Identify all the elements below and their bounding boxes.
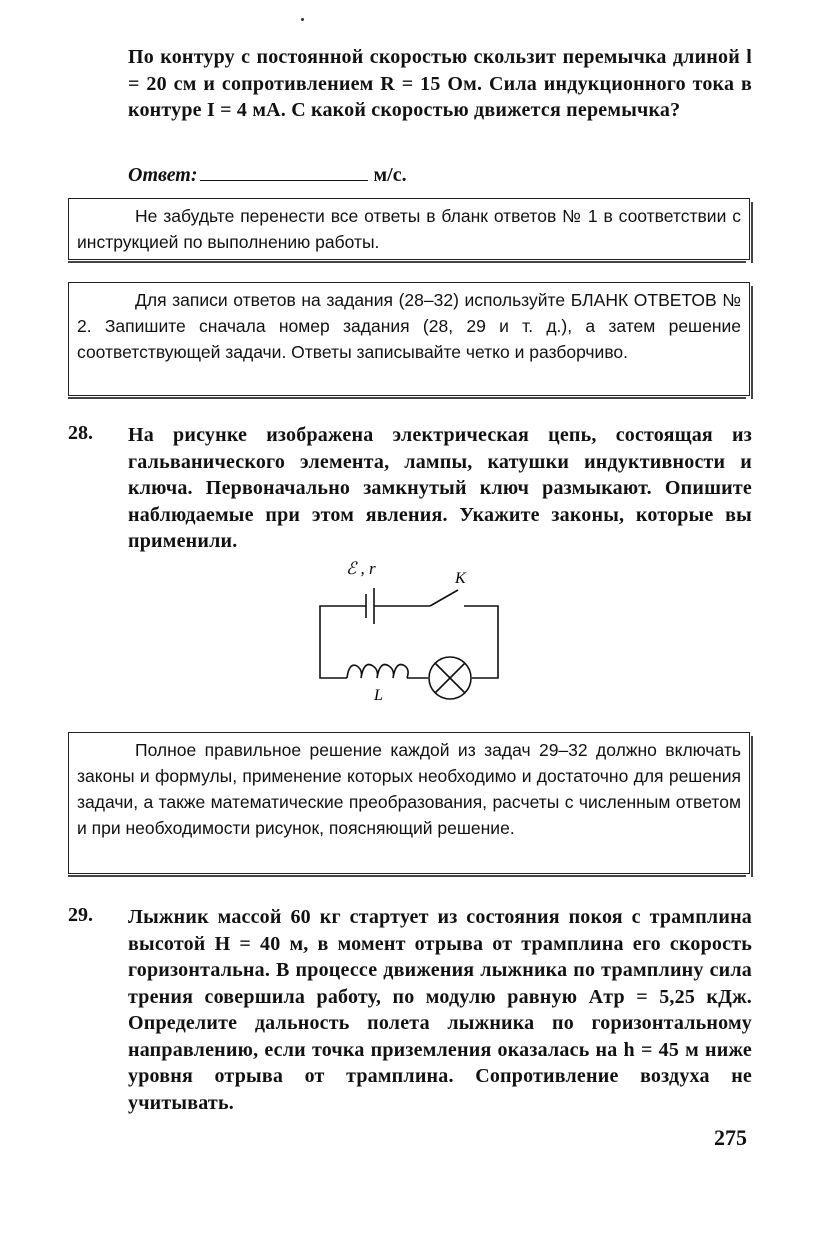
answer-blank[interactable] — [200, 162, 368, 181]
circuit-diagram — [300, 550, 520, 710]
notice-box-1 — [68, 198, 750, 260]
notice-2-text: Для записи ответов на задания (28–32) используйте БЛАНК ОТВЕТОВ № 2. Запишите сначала номер задания (28, 29 и т. д.), а затем решение соответствующей задачи. Ответы записывайте четко и разборчиво. — [77, 290, 741, 362]
page-number: 275 — [714, 1125, 747, 1150]
key-label: K — [455, 570, 466, 587]
inductor-coil — [347, 665, 408, 679]
task-28-paragraph: На рисунке изображена электрическая цепь, состоящая из гальванического элемента, лампы, катушки индуктивности и ключа. Первоначально замкнутый ключ размыкают. Опишите наблюдаемые при этом явления. Укажите законы, которые вы применили. — [128, 424, 752, 552]
notice-1-text: Не забудьте перенести все ответы в бланк ответов № 1 в соответствии с инструкцией по выполнению работы. — [77, 206, 741, 252]
wire-right — [464, 606, 498, 678]
speck — [301, 18, 304, 21]
notice-3-text: Полное правильное решение каждой из задач 29–32 должно включать законы и формулы, применение которых необходимо и достаточно для решения задачи, а также математические преобразования, расчеты с численным ответом и при необходимости рисунок, поясняющий решение. — [77, 740, 741, 838]
answer-unit: м/с. — [373, 164, 407, 186]
notice-box-2 — [68, 282, 750, 396]
answer-line — [128, 162, 407, 187]
switch-blade — [430, 590, 458, 606]
answer-label: Ответ: — [128, 164, 198, 186]
task-27-paragraph: По контуру с постоянной скоростью скользит перемычка длиной l = 20 см и сопротивлением R = 15 Ом. Сила индукционного тока в контуре I = 4 мА. С какой скоростью движется перемычка? — [128, 46, 752, 121]
task-27-text — [128, 44, 752, 124]
emf-label: ℰ , r — [346, 559, 376, 578]
notice-box-3 — [68, 732, 750, 874]
task-28-number: 28. — [68, 422, 93, 444]
task-29-text — [128, 904, 752, 1116]
task-29-number: 29. — [68, 904, 93, 926]
task-28-text — [128, 422, 752, 555]
task-29-paragraph: Лыжник массой 60 кг стартует из состояния покоя с трамплина высотой H = 40 м, в момент отрыва от трамплина его скорость горизонтальна. В процессе движения лыжника по трамплину сила трения совершила работу, по модулю равную Aтр = 5,25 кДж. Определите дальность полета лыжника по горизонтальному направлению, если точка приземления оказалась на h = 45 м ниже уровня отрыва от трамплина. Сопротивление воздуха не учитывать. — [128, 906, 752, 1114]
coil-label: L — [374, 687, 383, 704]
